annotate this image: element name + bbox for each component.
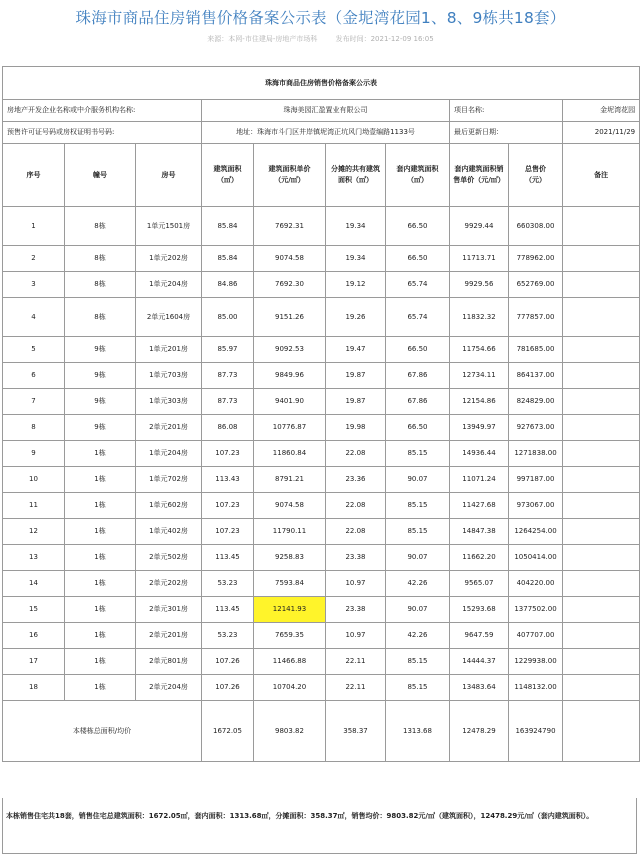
cell-inner-price: 9647.59 — [450, 623, 509, 649]
cell-building: 1栋 — [65, 623, 136, 649]
cell-unit-price: 9258.83 — [254, 545, 326, 571]
cell-shared-area: 19.87 — [326, 389, 386, 415]
cell-shared-area: 22.08 — [326, 441, 386, 467]
cell-shared-area: 22.08 — [326, 519, 386, 545]
table-row — [3, 272, 640, 298]
table-row — [3, 597, 640, 623]
cell-building: 1栋 — [65, 441, 136, 467]
cell-note — [563, 363, 640, 389]
cell-inner-price: 11427.68 — [450, 493, 509, 519]
cell-inner-area: 67.86 — [386, 363, 450, 389]
cell-total-price: 973067.00 — [509, 493, 563, 519]
cell-seq: 10 — [3, 467, 65, 493]
cell-area: 85.84 — [202, 207, 254, 246]
header-total-price — [509, 144, 563, 207]
cell-note — [563, 207, 640, 246]
table-row — [3, 298, 640, 337]
header-inner-area — [386, 144, 450, 207]
cell-inner-area: 65.74 — [386, 272, 450, 298]
table-row — [3, 389, 640, 415]
cell-shared-area: 19.12 — [326, 272, 386, 298]
header-total-price-label: 总售价 — [525, 165, 546, 174]
source-text: 来源：本网-市住建局-房地产市场科 — [207, 35, 318, 43]
cell-building: 1栋 — [65, 597, 136, 623]
cell-total-price: 1264254.00 — [509, 519, 563, 545]
header-unit-price-unit: （元/㎡） — [274, 176, 305, 184]
cell-unit-price: 10704.20 — [254, 675, 326, 701]
cell-building: 1栋 — [65, 571, 136, 597]
cell-area: 107.26 — [202, 675, 254, 701]
header-room: 房号 — [136, 144, 202, 207]
cell-room: 1单元303房 — [136, 389, 202, 415]
summary-footer: 本栋销售住宅共18套，销售住宅总建筑面积：1672.05㎡，套内面积：1313.68㎡，分摊面积：358.37㎡，销售均价：9803.82元/㎡（建筑面积），12478.29元/㎡（套内建筑面积）。 — [6, 812, 594, 820]
cell-shared-area: 22.11 — [326, 649, 386, 675]
cell-seq: 1 — [3, 207, 65, 246]
cell-inner-area: 66.50 — [386, 246, 450, 272]
cell-inner-price: 14847.38 — [450, 519, 509, 545]
header-unit-price-label: 建筑面积单价 — [268, 165, 311, 174]
cell-inner-area: 42.26 — [386, 571, 450, 597]
cell-shared-area: 22.08 — [326, 493, 386, 519]
cell-note — [563, 246, 640, 272]
cell-note — [563, 493, 640, 519]
header-note: 备注 — [563, 144, 640, 207]
cell-inner-area: 90.07 — [386, 545, 450, 571]
header-shared-area: 分摊的共有建筑面积（㎡） — [326, 144, 386, 207]
cell-seq: 13 — [3, 545, 65, 571]
cell-total-price: 824829.00 — [509, 389, 563, 415]
cell-building: 8栋 — [65, 272, 136, 298]
cell-shared-area: 19.34 — [326, 207, 386, 246]
table-row — [3, 207, 640, 246]
cell-total-price: 781685.00 — [509, 337, 563, 363]
cell-total-price: 652769.00 — [509, 272, 563, 298]
header-inner-area-unit: （㎡） — [407, 176, 428, 184]
cell-room: 2单元1604房 — [136, 298, 202, 337]
cell-unit-price: 9401.90 — [254, 389, 326, 415]
cell-shared-area: 10.97 — [326, 623, 386, 649]
cell-inner-area: 67.86 — [386, 389, 450, 415]
cell-seq: 7 — [3, 389, 65, 415]
cell-total-price: 407707.00 — [509, 623, 563, 649]
cell-room: 1单元201房 — [136, 337, 202, 363]
cell-seq: 4 — [3, 298, 65, 337]
cell-inner-price: 11662.20 — [450, 545, 509, 571]
total-inner-area: 1313.68 — [386, 701, 450, 762]
cell-shared-area: 23.38 — [326, 597, 386, 623]
cell-area: 87.73 — [202, 363, 254, 389]
header-unit-price — [254, 144, 326, 207]
header-seq: 序号 — [3, 144, 65, 207]
cell-note — [563, 337, 640, 363]
cell-note — [563, 623, 640, 649]
cell-unit-price: 10776.87 — [254, 415, 326, 441]
cell-unit-price: 8791.21 — [254, 467, 326, 493]
cell-inner-price: 9929.56 — [450, 272, 509, 298]
cell-unit-price: 9151.26 — [254, 298, 326, 337]
cell-unit-price: 9074.58 — [254, 246, 326, 272]
cell-building: 8栋 — [65, 207, 136, 246]
cell-total-price: 1050414.00 — [509, 545, 563, 571]
cell-note — [563, 649, 640, 675]
cell-inner-area: 90.07 — [386, 467, 450, 493]
developer-label: 房地产开发企业名称或中介服务机构名称: — [3, 100, 202, 122]
cell-unit-price: 9849.96 — [254, 363, 326, 389]
total-area: 1672.05 — [202, 701, 254, 762]
cell-area: 53.23 — [202, 623, 254, 649]
cell-inner-price: 14936.44 — [450, 441, 509, 467]
table-row — [3, 441, 640, 467]
header-area-label: 建筑面积 — [213, 165, 242, 174]
cell-seq: 12 — [3, 519, 65, 545]
cell-building: 9栋 — [65, 389, 136, 415]
cell-area: 87.73 — [202, 389, 254, 415]
cell-unit-price: 11860.84 — [254, 441, 326, 467]
cell-shared-area: 19.26 — [326, 298, 386, 337]
cell-total-price: 927673.00 — [509, 415, 563, 441]
cell-note — [563, 441, 640, 467]
cell-inner-area: 85.15 — [386, 519, 450, 545]
table-row — [3, 493, 640, 519]
cell-inner-price: 11713.71 — [450, 246, 509, 272]
table-row — [3, 623, 640, 649]
cell-inner-price: 11832.32 — [450, 298, 509, 337]
price-table — [2, 66, 640, 762]
cell-inner-area: 66.50 — [386, 415, 450, 441]
cell-note — [563, 298, 640, 337]
cell-building: 9栋 — [65, 337, 136, 363]
permit-label: 预售许可证号码或房权证明书号码: — [3, 122, 202, 144]
header-total-price-unit: （元） — [525, 176, 546, 184]
cell-inner-area: 85.15 — [386, 649, 450, 675]
cell-seq: 15 — [3, 597, 65, 623]
cell-building: 1栋 — [65, 545, 136, 571]
cell-shared-area: 10.97 — [326, 571, 386, 597]
cell-room: 2单元801房 — [136, 649, 202, 675]
cell-room: 1单元702房 — [136, 467, 202, 493]
table-row — [3, 337, 640, 363]
header-inner-area-label: 套内建筑面积 — [396, 165, 439, 174]
cell-note — [563, 467, 640, 493]
cell-total-price: 778962.00 — [509, 246, 563, 272]
cell-inner-price: 11754.66 — [450, 337, 509, 363]
cell-note — [563, 545, 640, 571]
cell-area: 107.23 — [202, 441, 254, 467]
cell-area: 113.45 — [202, 597, 254, 623]
cell-unit-price: 7659.35 — [254, 623, 326, 649]
cell-building: 1栋 — [65, 675, 136, 701]
cell-inner-area: 66.50 — [386, 337, 450, 363]
cell-seq: 3 — [3, 272, 65, 298]
cell-building: 9栋 — [65, 363, 136, 389]
cell-total-price: 864137.00 — [509, 363, 563, 389]
cell-room: 2单元502房 — [136, 545, 202, 571]
cell-building: 1栋 — [65, 467, 136, 493]
cell-inner-price: 9565.07 — [450, 571, 509, 597]
address-text: 地址：珠海市斗门区井岸镇坭湾正坑风门坳壹编路1133号 — [202, 122, 450, 144]
cell-building: 8栋 — [65, 246, 136, 272]
cell-inner-area: 65.74 — [386, 298, 450, 337]
cell-area: 85.97 — [202, 337, 254, 363]
cell-room: 2单元204房 — [136, 675, 202, 701]
total-unit-price: 9803.82 — [254, 701, 326, 762]
cell-unit-price: 9092.53 — [254, 337, 326, 363]
cell-inner-price: 15293.68 — [450, 597, 509, 623]
cell-area: 86.08 — [202, 415, 254, 441]
publish-date: 发布时间：2021-12-09 16:05 — [335, 35, 434, 43]
cell-unit-price: 7692.30 — [254, 272, 326, 298]
cell-note — [563, 415, 640, 441]
cell-note — [563, 597, 640, 623]
cell-area: 113.45 — [202, 545, 254, 571]
project-value: 金坭湾花园 — [563, 100, 640, 122]
cell-seq: 17 — [3, 649, 65, 675]
cell-shared-area: 19.47 — [326, 337, 386, 363]
cell-unit-price: 9074.58 — [254, 493, 326, 519]
cell-room: 2单元201房 — [136, 415, 202, 441]
table-row — [3, 246, 640, 272]
cell-building: 1栋 — [65, 493, 136, 519]
cell-building: 8栋 — [65, 298, 136, 337]
header-inner-price: 套内建筑面积销售单价（元/㎡） — [450, 144, 509, 207]
cell-unit-price: 12141.93 — [254, 597, 326, 623]
cell-inner-price: 9929.44 — [450, 207, 509, 246]
cell-note — [563, 389, 640, 415]
page-title: 珠海市商品住房销售价格备案公示表（金坭湾花园1、8、9栋共18套） — [75, 9, 566, 27]
cell-inner-price: 12734.11 — [450, 363, 509, 389]
cell-unit-price: 11790.11 — [254, 519, 326, 545]
cell-seq: 5 — [3, 337, 65, 363]
cell-unit-price: 7692.31 — [254, 207, 326, 246]
header-row — [3, 144, 640, 207]
cell-area: 85.00 — [202, 298, 254, 337]
cell-shared-area: 22.11 — [326, 675, 386, 701]
table-row — [3, 467, 640, 493]
cell-shared-area: 23.36 — [326, 467, 386, 493]
cell-inner-price: 14444.37 — [450, 649, 509, 675]
cell-area: 107.23 — [202, 519, 254, 545]
cell-room: 1单元1501房 — [136, 207, 202, 246]
table-row — [3, 649, 640, 675]
cell-shared-area: 23.38 — [326, 545, 386, 571]
cell-shared-area: 19.87 — [326, 363, 386, 389]
developer-value: 珠海美园汇盈置业有限公司 — [202, 100, 450, 122]
total-label: 本楼栋总面积/均价 — [3, 701, 202, 762]
cell-total-price: 404220.00 — [509, 571, 563, 597]
cell-room: 1单元202房 — [136, 246, 202, 272]
cell-inner-area: 42.26 — [386, 623, 450, 649]
updated-value: 2021/11/29 — [563, 122, 640, 144]
total-note — [563, 701, 640, 762]
cell-note — [563, 519, 640, 545]
cell-inner-price: 13483.64 — [450, 675, 509, 701]
cell-room: 1单元204房 — [136, 272, 202, 298]
cell-inner-price: 12154.86 — [450, 389, 509, 415]
cell-room: 2单元202房 — [136, 571, 202, 597]
cell-room: 1单元602房 — [136, 493, 202, 519]
cell-total-price: 1377502.00 — [509, 597, 563, 623]
project-label: 项目名称: — [450, 100, 563, 122]
cell-inner-area: 85.15 — [386, 675, 450, 701]
header-area-unit: （㎡） — [217, 176, 238, 184]
article-meta — [0, 34, 641, 44]
table-row — [3, 415, 640, 441]
cell-shared-area: 19.98 — [326, 415, 386, 441]
cell-total-price: 777857.00 — [509, 298, 563, 337]
cell-seq: 9 — [3, 441, 65, 467]
cell-seq: 14 — [3, 571, 65, 597]
total-row — [3, 701, 640, 762]
header-area — [202, 144, 254, 207]
cell-inner-price: 13949.97 — [450, 415, 509, 441]
table-row — [3, 545, 640, 571]
cell-room: 1单元402房 — [136, 519, 202, 545]
table-row — [3, 675, 640, 701]
cell-inner-area: 85.15 — [386, 441, 450, 467]
cell-unit-price: 11466.88 — [254, 649, 326, 675]
cell-note — [563, 272, 640, 298]
cell-inner-area: 85.15 — [386, 493, 450, 519]
cell-inner-area: 90.07 — [386, 597, 450, 623]
cell-total-price: 660308.00 — [509, 207, 563, 246]
cell-area: 107.26 — [202, 649, 254, 675]
cell-area: 113.43 — [202, 467, 254, 493]
cell-seq: 11 — [3, 493, 65, 519]
cell-building: 1栋 — [65, 649, 136, 675]
cell-seq: 16 — [3, 623, 65, 649]
cell-area: 85.84 — [202, 246, 254, 272]
cell-seq: 6 — [3, 363, 65, 389]
cell-total-price: 1229938.00 — [509, 649, 563, 675]
cell-inner-area: 66.50 — [386, 207, 450, 246]
cell-note — [563, 675, 640, 701]
total-price: 163924790 — [509, 701, 563, 762]
cell-total-price: 1148132.00 — [509, 675, 563, 701]
cell-seq: 2 — [3, 246, 65, 272]
cell-area: 107.23 — [202, 493, 254, 519]
cell-room: 2单元201房 — [136, 623, 202, 649]
cell-building: 1栋 — [65, 519, 136, 545]
cell-room: 1单元204房 — [136, 441, 202, 467]
total-shared-area: 358.37 — [326, 701, 386, 762]
table-row — [3, 363, 640, 389]
cell-total-price: 997187.00 — [509, 467, 563, 493]
cell-area: 84.86 — [202, 272, 254, 298]
table-title: 珠海市商品住房销售价格备案公示表 — [3, 67, 640, 100]
cell-note — [563, 571, 640, 597]
cell-unit-price: 7593.84 — [254, 571, 326, 597]
cell-seq: 8 — [3, 415, 65, 441]
cell-inner-price: 11071.24 — [450, 467, 509, 493]
updated-label: 最后更新日期： — [450, 122, 563, 144]
cell-seq: 18 — [3, 675, 65, 701]
cell-building: 9栋 — [65, 415, 136, 441]
table-row — [3, 571, 640, 597]
cell-room: 2单元301房 — [136, 597, 202, 623]
cell-area: 53.23 — [202, 571, 254, 597]
cell-room: 1单元703房 — [136, 363, 202, 389]
cell-total-price: 1271838.00 — [509, 441, 563, 467]
cell-shared-area: 19.34 — [326, 246, 386, 272]
header-building: 幢号 — [65, 144, 136, 207]
table-row — [3, 519, 640, 545]
total-inner-price: 12478.29 — [450, 701, 509, 762]
